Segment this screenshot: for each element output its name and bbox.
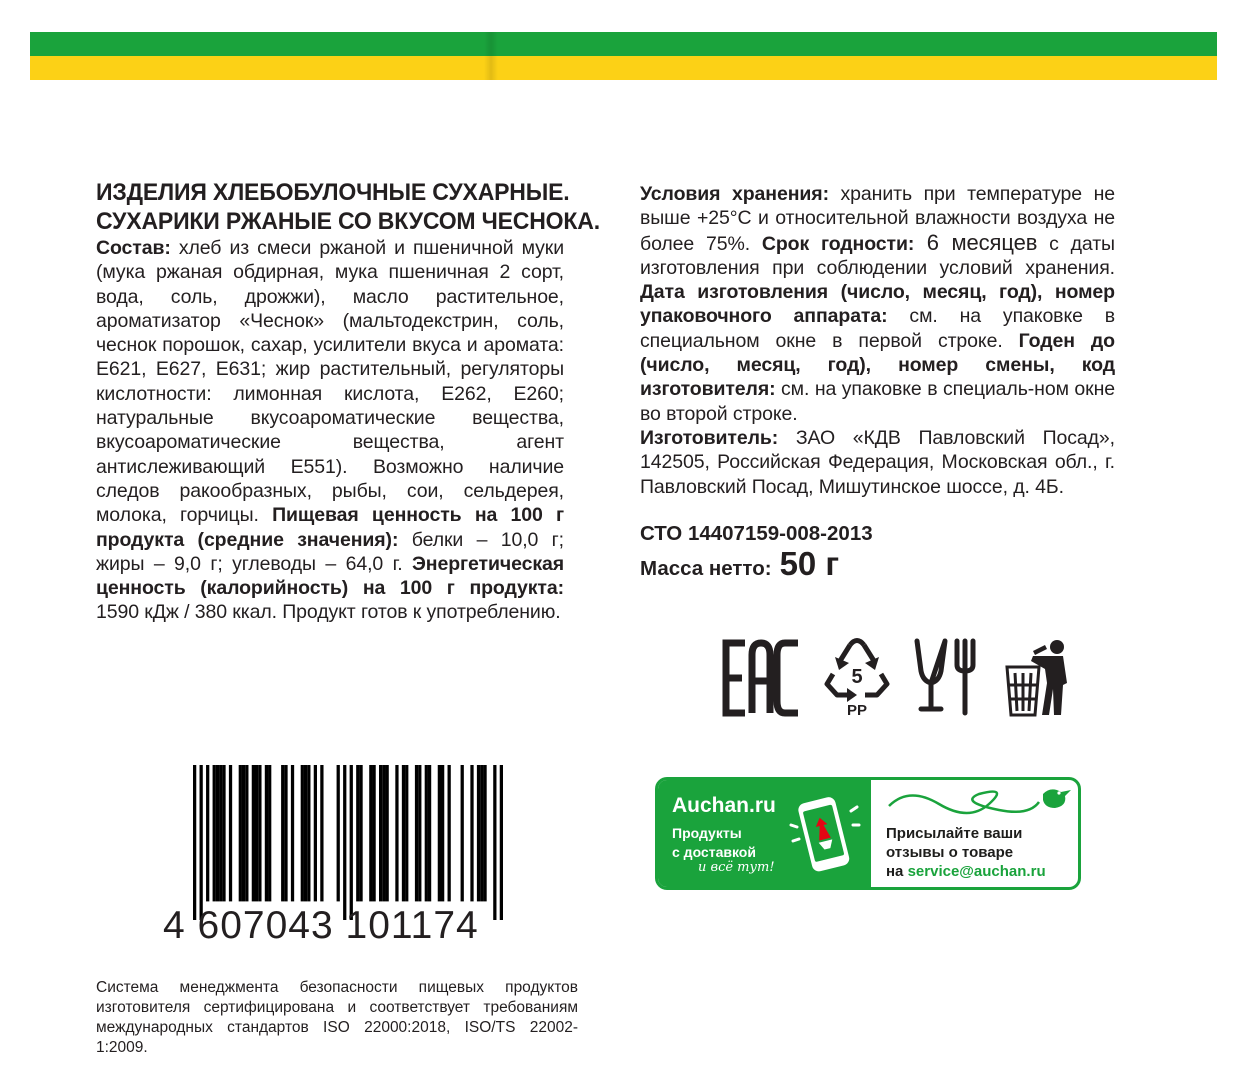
- barcode-bar: [483, 765, 486, 901]
- barcode-bars: [193, 765, 503, 920]
- barcode-bar: [255, 765, 258, 901]
- composition-text: хлеб из смеси ржаной и пшеничной муки (мука ржаная обдирная, мука пшеничная 2 сорт, вода, соль, дрожжи), масло растительное, ароматизатор «Чеснок» (мальтодекстрин, соль, чеснок порошок, сахар, усилители вкуса и аромата: Е621, Е627, Е631; жир растительный, регуляторы кислотности: лимонная кислота, Е262, Е260; натуральные вкусоароматические вещества, вкусоароматические вещества, агент антислеживающий Е551). Возможно наличие следов ракообразных, рыбы, сои, сельдерея, молока, горчицы.: [96, 237, 564, 527]
- barcode-bar: [461, 765, 464, 901]
- barcode-bar: [441, 765, 444, 901]
- top-yellow-stripe: [30, 56, 1217, 80]
- bird-infinity-icon: [879, 784, 1077, 822]
- manufacturer-label: Изготовитель:: [640, 426, 779, 449]
- barcode-bar: [428, 765, 431, 901]
- barcode-bar: [229, 765, 232, 901]
- barcode-bar: [281, 765, 284, 901]
- production-date-text: см. на упаковке в специальном окне в первой строке.: [640, 305, 1116, 352]
- barcode-bar: [359, 765, 362, 901]
- shelf-life-label: Срок годности:: [750, 232, 915, 255]
- barcode-bar: [307, 765, 310, 901]
- barcode-bar: [395, 765, 398, 901]
- composition-label: Состав:: [96, 237, 171, 259]
- barcode-bar: [200, 765, 203, 920]
- barcode-bar: [379, 765, 382, 901]
- storage-paragraph: [640, 182, 1115, 426]
- barcode-bar: [206, 765, 209, 901]
- barcode-bar: [242, 765, 245, 901]
- auchan-delivery-panel: [658, 780, 871, 887]
- recycle-code: PP: [846, 702, 868, 717]
- barcode-bar: [258, 765, 261, 901]
- barcode-bar: [252, 765, 255, 901]
- barcode-bar: [415, 765, 418, 901]
- valid-until-label: Годен до (число, месяц, год), номер смены, код изготовителя:: [640, 329, 1115, 401]
- energy-text: 1590 кДж / 380 ккал. Продукт готов к употреблению.: [96, 601, 561, 624]
- barcode-bar: [222, 765, 225, 901]
- top-green-stripe: [30, 32, 1217, 56]
- barcode-bar: [477, 765, 480, 901]
- barcode-bar: [386, 765, 389, 901]
- shelf-life-text: с даты изготовления при соблюдении условий хранения.: [640, 232, 1115, 279]
- barcode-bar: [216, 765, 219, 901]
- shelf-life-value: 6 месяцев: [914, 229, 1038, 255]
- barcode-bar: [301, 765, 304, 901]
- recycle-5-icon: [823, 637, 891, 717]
- tidyman-icon: [1005, 639, 1071, 717]
- auchan-email[interactable]: service@auchan.ru: [907, 863, 1046, 880]
- standard-number: СТО 14407159-008-2013: [640, 521, 873, 545]
- barcode-bar: [245, 765, 248, 901]
- composition-paragraph: [96, 236, 564, 625]
- barcode-bar: [372, 765, 375, 901]
- valid-until-text: см. на упаковке в специаль-ном окне во второй строке.: [640, 378, 1115, 425]
- barcode-bar: [219, 765, 222, 901]
- barcode-bar: [213, 765, 216, 901]
- barcode-bar: [418, 765, 421, 901]
- product-title-line2: СУХАРИКИ РЖАНЫЕ СО ВКУСОМ ЧЕСНОКА.: [96, 208, 600, 235]
- recycle-number: 5: [851, 666, 863, 688]
- barcode-bar: [500, 765, 503, 920]
- barcode-bar: [304, 765, 307, 901]
- barcode-number: 4 607043 101174: [163, 904, 479, 947]
- barcode-bar: [405, 765, 408, 901]
- barcode-bar: [480, 765, 483, 901]
- net-mass-value: 50 г: [779, 544, 840, 582]
- barcode-bar: [291, 765, 294, 901]
- iso-certification-note: Система менеджмента безопасности пищевых продуктов изготовителя сертифицирована и соответствует требованиям международных стандартов ISO 22000:2018, ISO/TS 22002-1:2009.: [96, 979, 578, 1056]
- barcode-bar: [438, 765, 441, 901]
- barcode-bar: [470, 765, 473, 901]
- feedback-line3: [886, 862, 1046, 881]
- barcode-bar: [493, 765, 496, 920]
- barcode-bar: [284, 765, 287, 901]
- production-date-label: Дата изготовления (число, месяц, год), номер упаковочного аппарата:: [640, 281, 1115, 328]
- manufacturer-paragraph: [640, 426, 1115, 499]
- nutrition-label: Пищевая ценность на 100 г продукта (средние значения):: [96, 504, 565, 551]
- stripe-seam: [484, 32, 498, 80]
- net-mass-label: Масса нетто:: [640, 556, 772, 580]
- barcode-bar: [314, 765, 317, 901]
- auchan-delivery-text: [672, 824, 756, 862]
- barcode-bar: [193, 765, 196, 920]
- barcode-bar: [382, 765, 385, 901]
- barcode-bar: [265, 765, 268, 901]
- right-column: [640, 182, 1115, 586]
- barcode-bar: [369, 765, 372, 901]
- storage-text: хранить при температуре не выше +25°С и относительной влажности воздуха не более 75%.: [640, 183, 1115, 255]
- barcode: [163, 760, 503, 950]
- auchan-banner: [655, 777, 1081, 890]
- auchan-slogan: и всё тут!: [698, 860, 775, 875]
- glass-fork-icon: [913, 637, 983, 717]
- feedback-prefix: на: [886, 863, 908, 880]
- barcode-bar: [239, 765, 242, 901]
- eac-mark: [721, 639, 801, 717]
- auchan-feedback-text: [886, 824, 1046, 881]
- net-mass: [640, 544, 1115, 586]
- manufacturer-text: ЗАО «КДВ Павловский Посад», 142505, Российская Федерация, Московская обл., г. Павловский Посад, Мишутинское шоссе, д. 4Б.: [640, 426, 1115, 498]
- phone-icon: [789, 795, 861, 873]
- feedback-line2: отзывы о товаре: [886, 844, 1014, 861]
- auchan-site: Auchan.ru: [672, 794, 776, 817]
- feedback-line1: Присылайте ваши: [886, 825, 1023, 842]
- barcode-bar: [448, 765, 451, 901]
- barcode-bar: [320, 765, 323, 901]
- product-title-line1: ИЗДЕЛИЯ ХЛЕБОБУЛОЧНЫЕ СУХАРНЫЕ.: [96, 179, 570, 206]
- auchan-line1: Продукты: [672, 825, 742, 841]
- auchan-line2: с доставкой: [672, 844, 756, 860]
- barcode-bar: [343, 765, 346, 920]
- left-column: [96, 178, 600, 625]
- nutrition-text: белки – 10,0 г; жиры – 9,0 г; углеводы – 64,0 г.: [96, 528, 564, 575]
- barcode-bar: [402, 765, 405, 901]
- barcode-bar: [350, 765, 353, 920]
- energy-label: Энергетическая ценность (калорийность) на 100 г продукта:: [96, 552, 564, 600]
- barcode-bar: [356, 765, 359, 901]
- barcode-bar: [337, 765, 340, 901]
- storage-label: Условия хранения:: [640, 183, 829, 205]
- barcode-bar: [425, 765, 428, 901]
- marks-row: [721, 637, 1071, 717]
- barcode-bar: [268, 765, 271, 901]
